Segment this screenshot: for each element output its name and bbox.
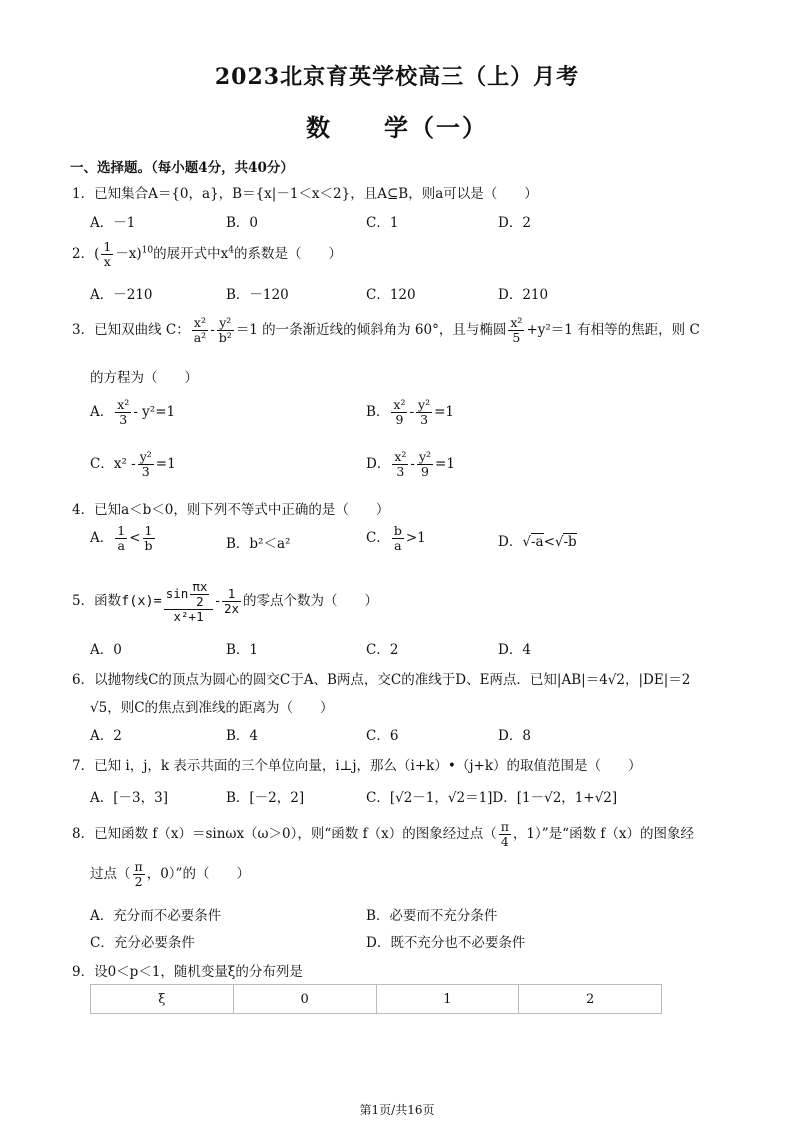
q8-option-c: C．充分必要条件 — [90, 935, 195, 951]
table-cell: 0 — [233, 985, 376, 1014]
table-cell: ξ — [91, 985, 234, 1014]
q6-option-b: B．4 — [226, 728, 259, 744]
q7-option-c: C．[√2－1，√2＝1]D．[1－√2，1+√2] — [366, 790, 618, 806]
question-1-stem: 1．已知集合A＝{0，a}，B＝{x|－1＜x＜2}，且A⊆B，则a可以是（ ） — [72, 186, 538, 202]
page-title: 2023北京育英学校高三（上）月考 — [214, 64, 580, 90]
table-cell: 2 — [519, 985, 662, 1014]
q4-option-d: D．√-a<√-b — [498, 534, 577, 550]
q1-option-b: B．0 — [226, 215, 259, 231]
section-heading: 一、选择题。（每小题4分，共40分） — [70, 160, 294, 176]
page-footer: 第1页/共16页 — [359, 1103, 435, 1117]
table-row — [91, 985, 662, 1014]
q2-option-b: B．－120 — [226, 287, 289, 303]
q3-option-d: D． $\frac{\text{x²}}{3}$ - $\frac{\text{y²}}{9}$ =1 — [366, 449, 455, 479]
q2-option-d: D．210 — [498, 287, 549, 303]
question-9-stem: 9．设0＜p＜1，随机变量ξ的分布列是 — [72, 964, 303, 980]
q5-option-a: A．0 — [90, 642, 122, 658]
q7-option-b: B．[－2，2] — [226, 790, 305, 806]
distribution-table — [90, 984, 662, 1014]
q5-option-c: C．2 — [366, 642, 399, 658]
q1-option-c: C．1 — [366, 215, 399, 231]
table-cell: 1 — [376, 985, 519, 1014]
question-8-line2: 过点（ $\frac{\pi}{2}$ ，0）”的（ ） — [90, 859, 250, 889]
q6-option-d: D．8 — [498, 728, 531, 744]
q6-option-a: A．2 — [90, 728, 122, 744]
question-6-line1: 6．以抛物线C的顶点为圆心的圆交C于A、B两点，交C的准线于D、E两点．已知|AB|＝4√2，|DE|＝2 — [72, 672, 691, 688]
q4-option-a: A． $\frac{1}{a}$ < $\frac{1}{b}$ — [90, 523, 153, 553]
q8-option-d: D．既不充分也不必要条件 — [366, 935, 526, 951]
q2-option-c: C．120 — [366, 287, 416, 303]
q2-option-a: A．－210 — [90, 287, 153, 303]
question-3-stem: 3．已知双曲线 C： $\frac{\text{x²}}{\text{a²}}$ - $\frac{\text{y²}}{\text{b²}}$ ＝1 的一条渐近线的倾斜角为 60°，且与椭圆 $\frac{\text{x²}}{5}$ +y²＝1 有相等的焦距，则 C — [72, 315, 700, 345]
q4-option-b: B．b²＜a² — [226, 536, 291, 552]
question-6-line2: √5，则C的焦点到准线的距离为（ ） — [90, 700, 334, 716]
question-5-stem: 5．函数f(x)= sin $\frac{\pi x}{2}$ x²+1 - $\frac{1}{2x}$ 的零点个数为（ ） — [72, 579, 378, 624]
question-8-line1: 8．已知函数 f（x）＝sinωx（ω＞0），则“函数 f（x）的图象经过点（ $\frac{\pi}{4}$ ，1）”是“函数 f（x）的图象经 — [72, 819, 694, 849]
q1-option-a: A．－1 — [90, 215, 136, 231]
q3-option-b: B． $\frac{\text{x²}}{9}$ - $\frac{\text{y²}}{3}$ =1 — [366, 397, 455, 427]
question-4-stem: 4．已知a＜b＜0，则下列不等式中正确的是（ ） — [72, 502, 390, 518]
subject-title: 数 学（一） — [306, 113, 488, 142]
q8-option-a: A．充分而不必要条件 — [90, 908, 222, 924]
q5-option-b: B．1 — [226, 642, 259, 658]
q3-option-a: A． $\frac{\text{x²}}{3}$ - y²=1 — [90, 397, 176, 427]
q7-option-a: A．[－3，3] — [90, 790, 168, 806]
question-7-stem: 7．已知 i，j，k 表示共面的三个单位向量，i⊥j，那么（i+k）•（j+k）的取值范围是（ ） — [72, 758, 642, 774]
q3-option-c: C．x² - $\frac{\text{y²}}{3}$ =1 — [90, 449, 176, 479]
q6-option-c: C．6 — [366, 728, 399, 744]
question-2-stem: 2．( $\frac{1}{x}$ －x)$^{10}$的展开式中$x^4$的系数是（ ） — [72, 239, 343, 269]
q1-option-d: D．2 — [498, 215, 531, 231]
question-3-line2: 的方程为（ ） — [90, 370, 198, 386]
q5-option-d: D．4 — [498, 642, 531, 658]
q8-option-b: B．必要而不充分条件 — [366, 908, 498, 924]
q4-option-c: C． $\frac{b}{a}$ >1 — [366, 523, 426, 553]
